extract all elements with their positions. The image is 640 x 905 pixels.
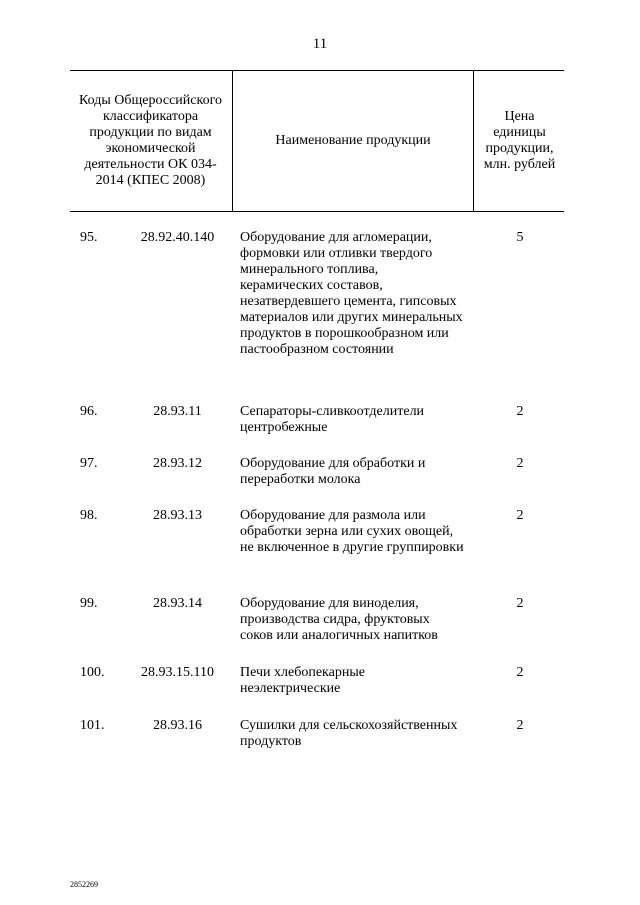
row-price: 2: [516, 508, 524, 523]
row-number: 99.: [80, 596, 98, 611]
row-name: Печи хлебопекарные неэлектрические: [240, 665, 365, 696]
page-number: 11: [312, 36, 328, 52]
header-name-column: [232, 71, 473, 211]
row-number: 96.: [80, 404, 98, 419]
row-name: Сушилки для сельскохозяйственных продуктов: [240, 718, 458, 749]
row-code: 28.93.14: [153, 596, 202, 611]
row-name: Оборудование для виноделия, производства сидра, фруктовых соков или аналогичных напитков: [240, 596, 438, 643]
header-code-column: [70, 71, 231, 211]
row-number: 100.: [80, 665, 105, 680]
row-number: 101.: [80, 718, 105, 733]
row-code: 28.93.16: [153, 718, 202, 733]
row-code: 28.93.13: [153, 508, 202, 523]
document-id: 2852269: [70, 880, 98, 889]
row-name: Оборудование для агломерации, формовки или отливки твердого минерального топлива, керамических составов, незатвердевшего цемента, гипсовых материалов или других минеральных продуктов в порошкообразном или пастообразном состоянии: [240, 230, 463, 357]
header-code-label: Коды Общероссийского классификатора продукции по видам экономической деятельности ОК 034-2014 (КПЕС 2008): [79, 93, 222, 188]
row-price: 2: [516, 596, 524, 611]
row-code: 28.92.40.140: [140, 230, 215, 245]
row-price: 2: [516, 665, 524, 680]
row-price: 2: [516, 456, 524, 471]
row-name: Оборудование для обработки и переработки молока: [240, 456, 426, 487]
row-name: Сепараторы-сливкоотделители центробежные: [240, 404, 425, 435]
row-code: 28.93.15.110: [141, 665, 214, 680]
header-price-label: Цена единицы продукции, млн. рублей: [483, 109, 556, 172]
header-name-label: Наименование продукции: [275, 133, 431, 148]
row-price: 5: [516, 230, 524, 245]
row-price: 2: [516, 718, 524, 733]
row-number: 97.: [80, 456, 98, 471]
row-price: 2: [516, 404, 524, 419]
row-code: 28.93.12: [153, 456, 202, 471]
row-number: 95.: [80, 230, 98, 245]
row-code: 28.93.11: [153, 404, 202, 419]
header-price-column: [473, 71, 565, 211]
table-header: [70, 70, 564, 212]
row-name: Оборудование для размола или обработки зерна или сухих овощей, не включенное в другие группировки: [240, 508, 464, 555]
row-number: 98.: [80, 508, 98, 523]
